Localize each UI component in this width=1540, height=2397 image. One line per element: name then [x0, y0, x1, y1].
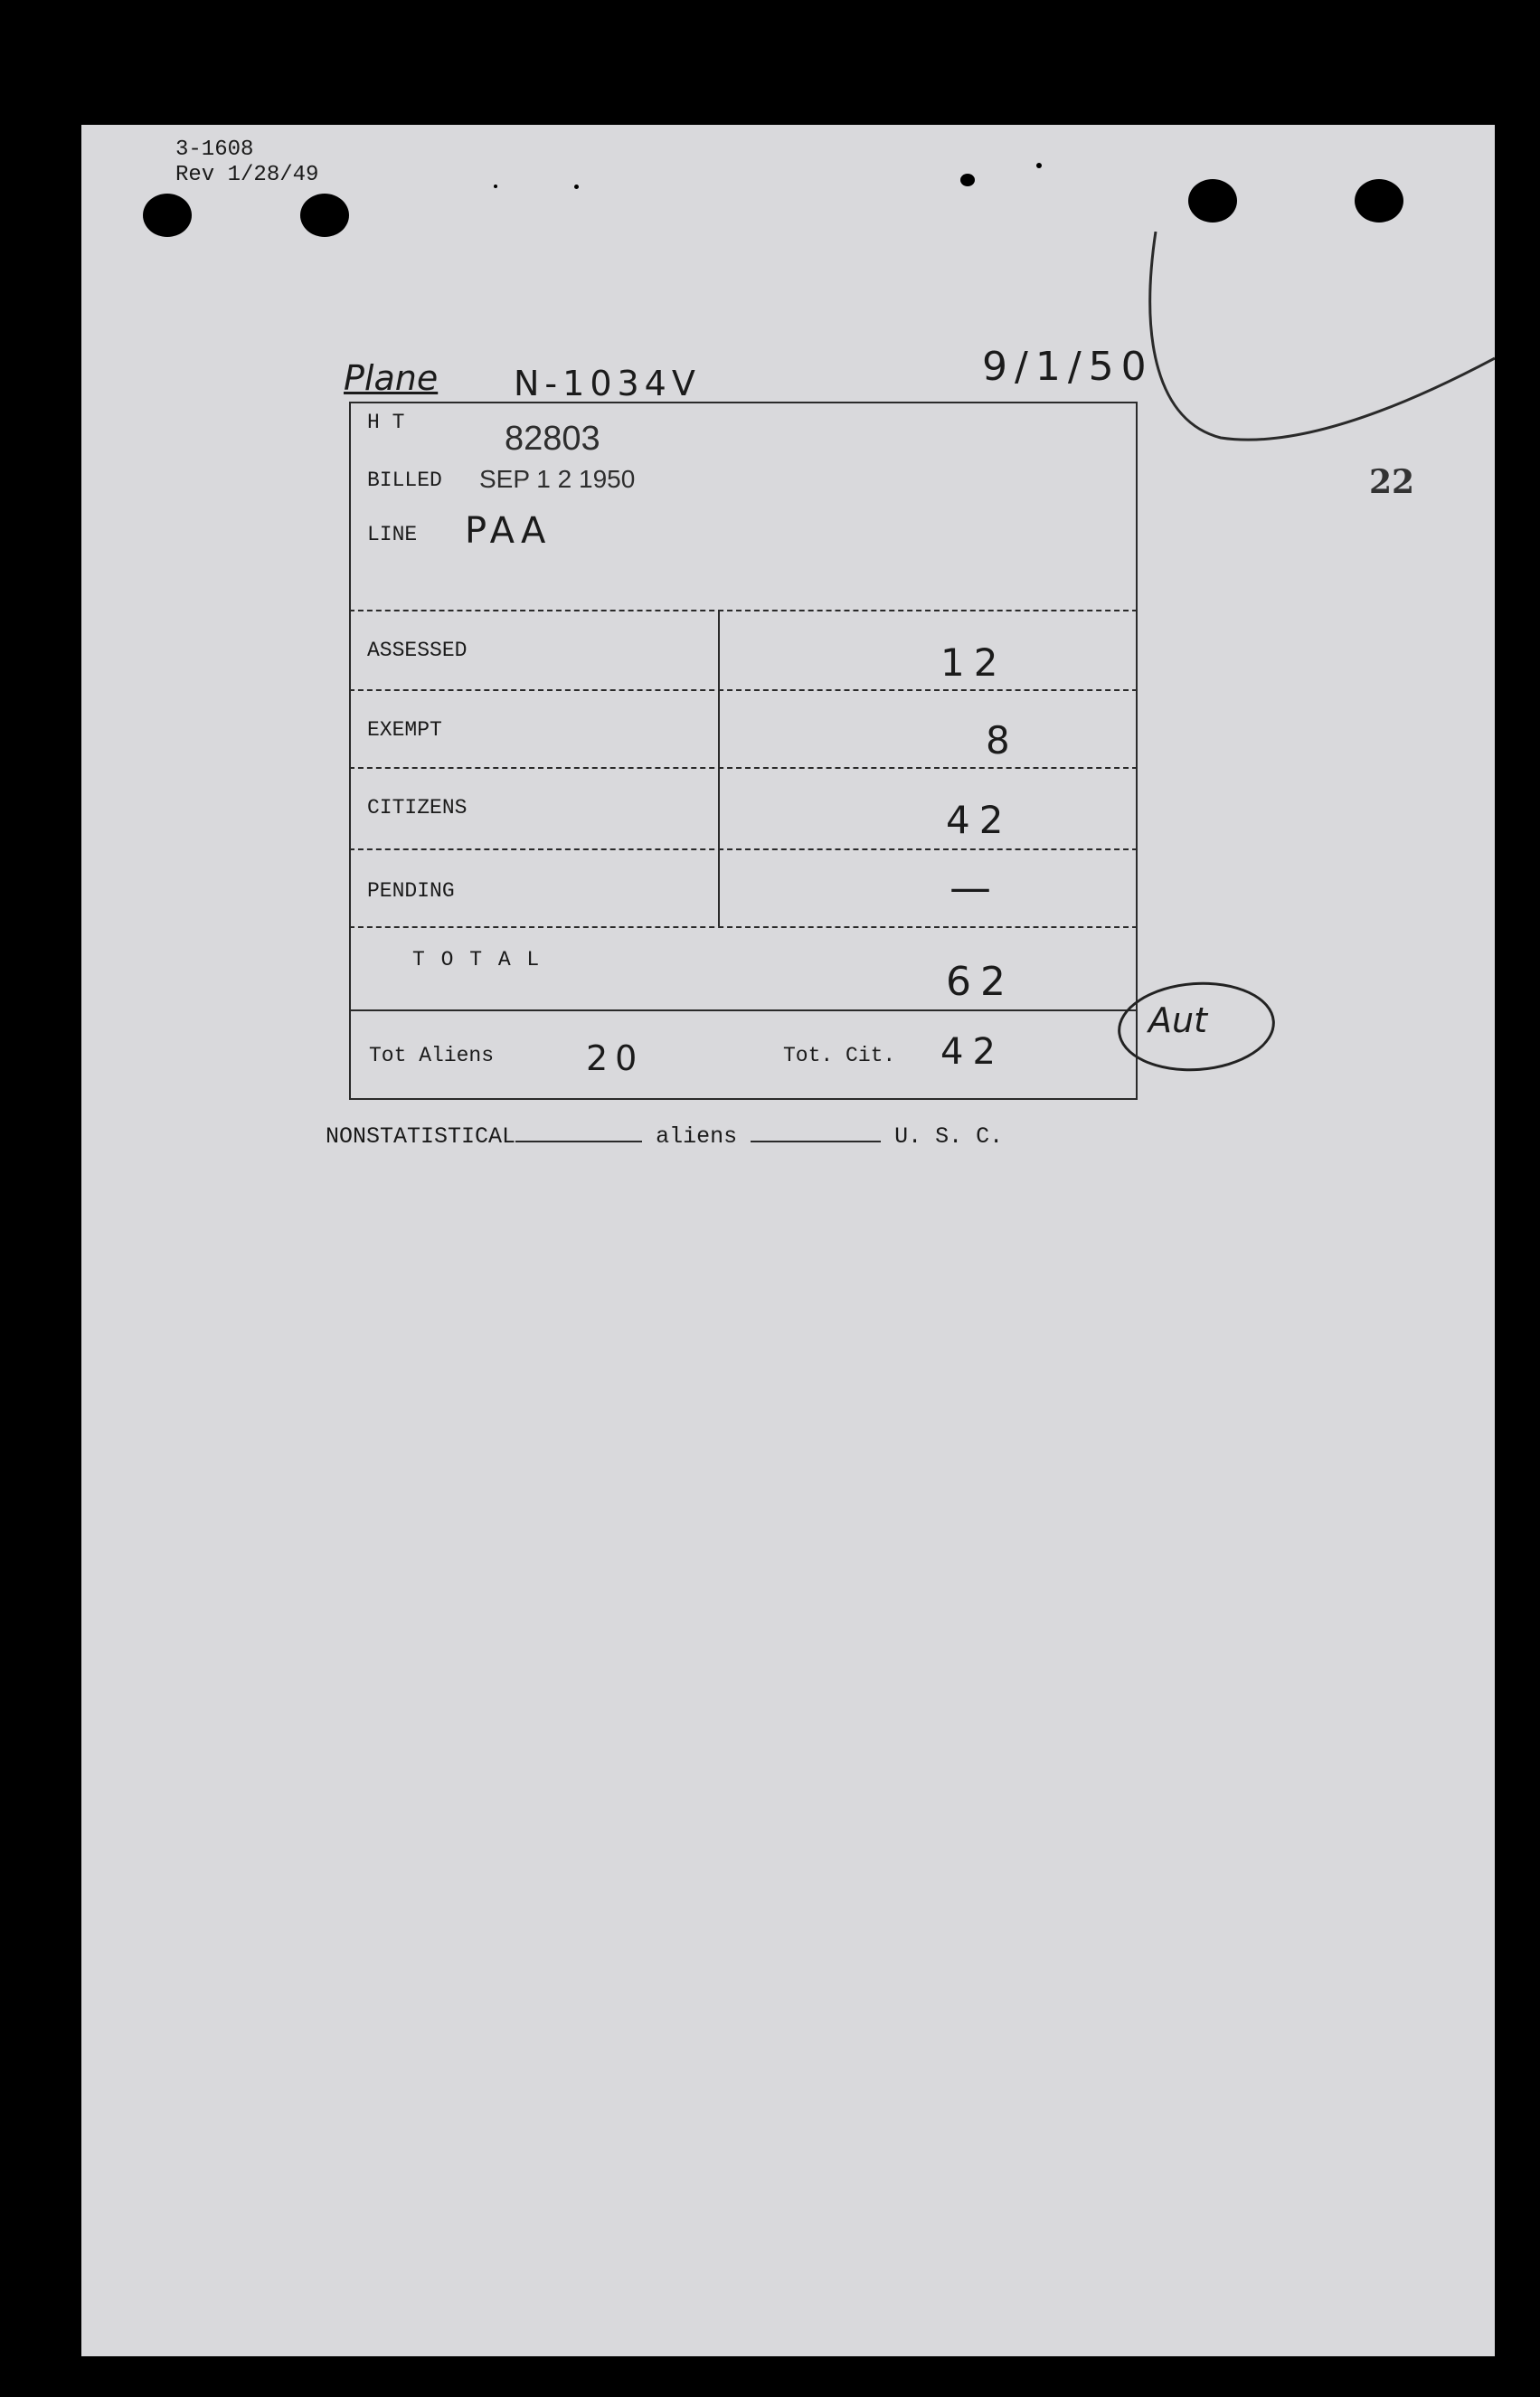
form-box — [349, 402, 1138, 1100]
punch-hole — [300, 194, 349, 237]
handwritten-initials: Aut — [1148, 1000, 1207, 1040]
column-divider — [718, 610, 720, 926]
footer-line — [326, 1123, 1003, 1150]
billed-label: BILLED — [367, 469, 442, 492]
plane-label: Plane — [344, 358, 439, 398]
tot-aliens-label: Tot Aliens — [369, 1044, 495, 1067]
handwritten-date: 9/1/50 — [982, 344, 1154, 390]
pending-label: PENDING — [367, 879, 455, 903]
row-divider — [349, 610, 1138, 611]
line-value: PAA — [465, 510, 552, 552]
ink-speck — [574, 185, 579, 189]
tot-cit-label: Tot. Cit. — [783, 1044, 896, 1067]
ink-speck — [960, 174, 975, 186]
form-bottom-border — [349, 1098, 1138, 1100]
aliens-label: aliens — [656, 1123, 738, 1150]
exempt-value: 8 — [986, 718, 1010, 763]
assessed-value: 12 — [940, 640, 1007, 685]
form-top-border — [349, 402, 1138, 403]
aliens-blank — [751, 1141, 881, 1142]
ht-label: H T — [367, 411, 405, 434]
punch-hole — [1188, 179, 1237, 223]
pencil-curve — [1139, 232, 1495, 575]
document-page — [81, 125, 1495, 2356]
plane-number: N-1034V — [514, 364, 701, 403]
nonstatistical-label: NONSTATISTICAL — [326, 1123, 516, 1150]
form-revision: Rev 1/28/49 — [175, 163, 319, 187]
usc-label: U. S. C. — [894, 1123, 1004, 1150]
row-divider — [349, 1009, 1138, 1011]
ink-speck — [1036, 163, 1042, 168]
assessed-label: ASSESSED — [367, 639, 468, 662]
row-divider — [349, 767, 1138, 769]
ht-number: 82803 — [505, 420, 600, 458]
citizens-value: 42 — [946, 798, 1013, 842]
form-left-border — [349, 402, 351, 1100]
exempt-label: EXEMPT — [367, 718, 442, 742]
nonstatistical-blank — [515, 1141, 642, 1142]
line-label: LINE — [367, 523, 418, 546]
total-label: T O T A L — [412, 948, 542, 971]
row-divider — [349, 926, 1138, 928]
pending-value: — — [950, 863, 991, 912]
form-right-border — [1136, 402, 1138, 1100]
citizens-label: CITIZENS — [367, 796, 468, 820]
punch-hole — [143, 194, 192, 237]
page-number: 22 — [1369, 463, 1415, 501]
tot-cit-value: 42 — [940, 1031, 1005, 1073]
form-number: 3-1608 — [175, 137, 254, 162]
billed-date: SEP 1 2 1950 — [479, 465, 636, 493]
row-divider — [349, 848, 1138, 850]
ink-speck — [494, 185, 497, 188]
row-divider — [349, 689, 1138, 691]
tot-aliens-value: 20 — [586, 1038, 645, 1078]
punch-hole — [1355, 179, 1403, 223]
total-value: 62 — [946, 959, 1015, 1005]
